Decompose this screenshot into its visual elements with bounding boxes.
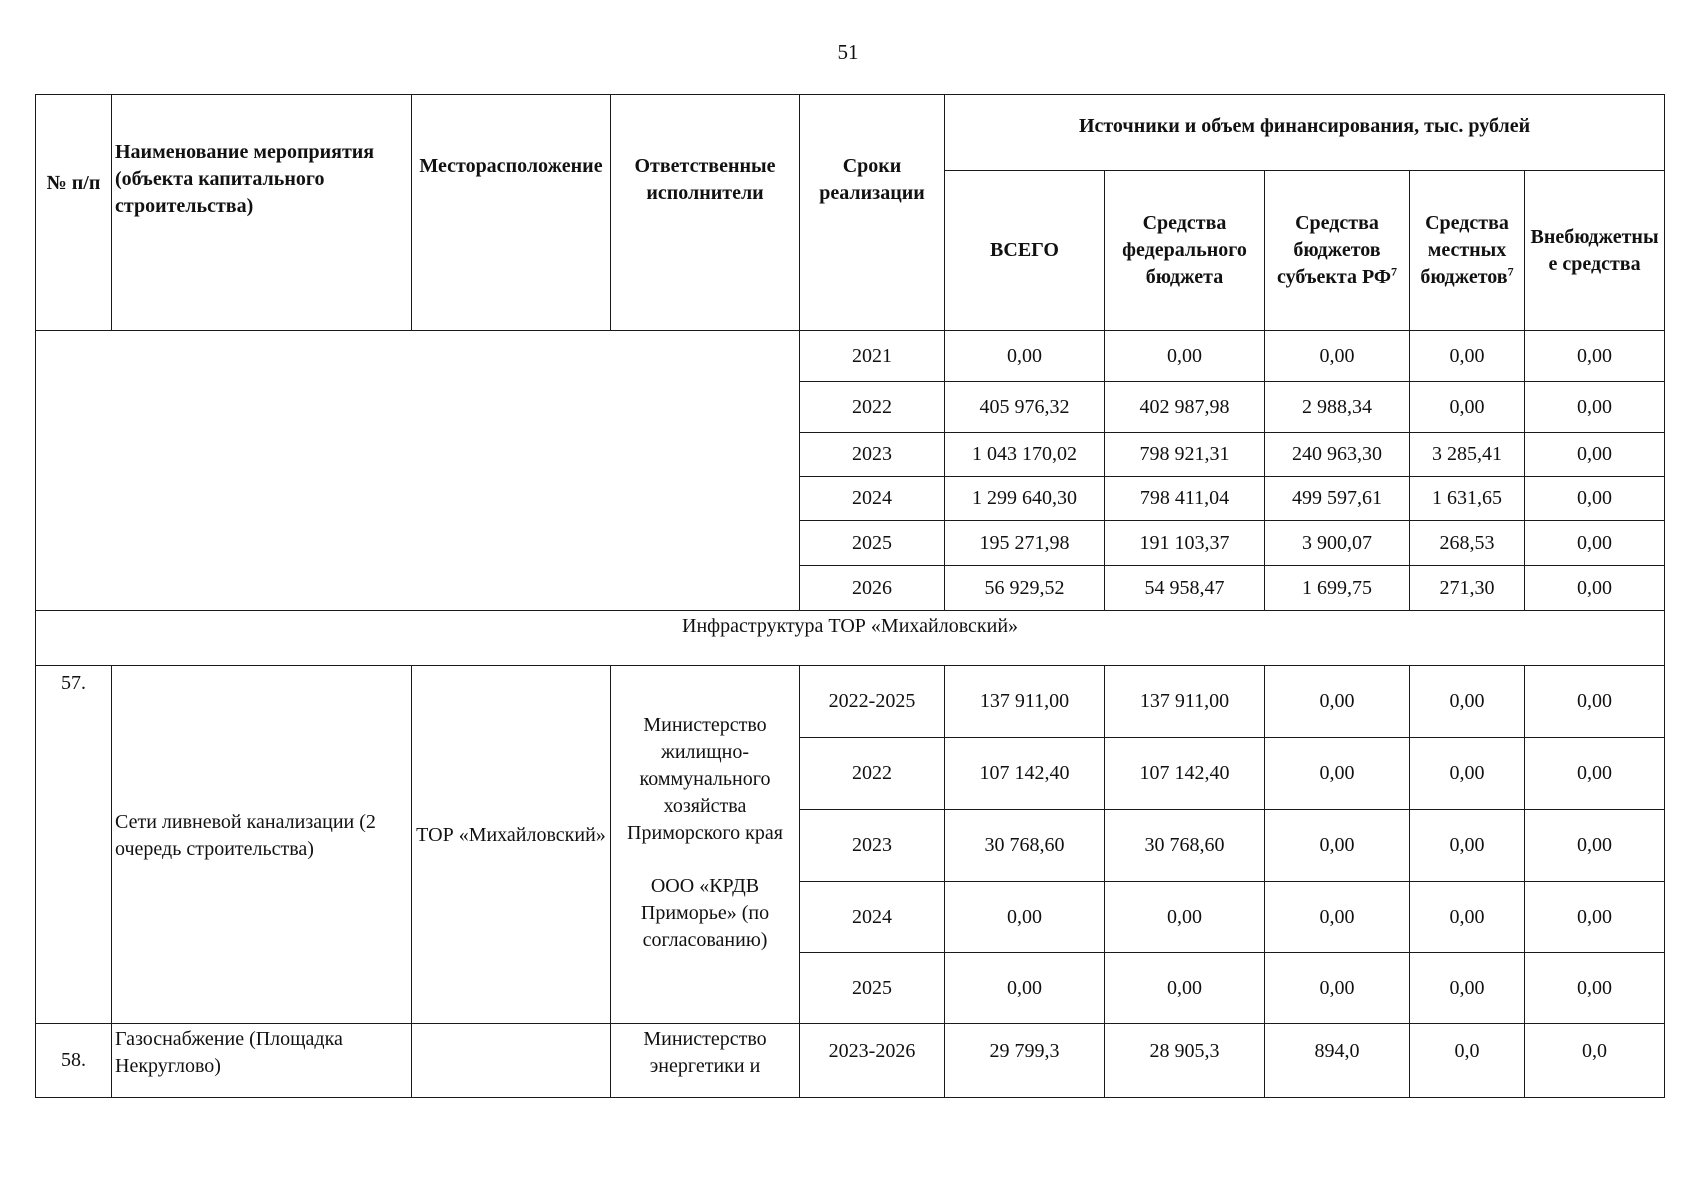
header-federal: Средства федерального бюджета [1105,171,1265,331]
item57-total: 107 142,40 [945,738,1105,810]
section-title: Инфраструктура ТОР «Михайловский» [36,611,1665,666]
summary-total: 195 271,98 [945,521,1105,566]
item58-responsible: Министерство энергетики и [611,1024,800,1098]
summary-federal: 798 411,04 [1105,477,1265,521]
summary-extra: 0,00 [1525,382,1665,433]
summary-subject: 3 900,07 [1265,521,1410,566]
summary-federal: 0,00 [1105,331,1265,382]
item58-name: Газоснабжение (Площадка Некруглово) [112,1024,412,1098]
item57-federal: 137 911,00 [1105,666,1265,738]
item57-year: 2022-2025 [800,666,945,738]
header-subject: Средства бюджетов субъекта $РФ^7$ [1265,171,1410,331]
item58-federal: 28 905,3 [1105,1024,1265,1098]
summary-total: 0,00 [945,331,1105,382]
item57-extra: 0,00 [1525,666,1665,738]
item57-federal: 107 142,40 [1105,738,1265,810]
item57-federal: 0,00 [1105,953,1265,1024]
summary-year: 2021 [800,331,945,382]
item57-location: ТОР «Михайловский» [412,666,611,1024]
summary-extra: 0,00 [1525,521,1665,566]
item57-local: 0,00 [1410,738,1525,810]
item57-responsible-2: ООО «КРДВ Приморье» (по согласованию) [640,875,770,951]
item58-location [412,1024,611,1098]
financing-table [35,94,1665,1098]
summary-subject: 1 699,75 [1265,566,1410,611]
item57-total: 0,00 [945,953,1105,1024]
summary-total: 405 976,32 [945,382,1105,433]
item57-subject: 0,00 [1265,738,1410,810]
item57-subject: 0,00 [1265,666,1410,738]
item57-responsible [611,666,800,1024]
page-number: 51 [837,40,859,64]
summary-local: 1 631,65 [1410,477,1525,521]
summary-year: 2022 [800,382,945,433]
summary-total: 1 043 170,02 [945,433,1105,477]
item57-subject: 0,00 [1265,810,1410,882]
item57-total: 137 911,00 [945,666,1105,738]
item58-subject: 894,0 [1265,1024,1410,1098]
item58-local: 0,0 [1410,1024,1525,1098]
header-extra: Внебюджетные средства [1525,171,1665,331]
summary-year: 2025 [800,521,945,566]
summary-federal: 54 958,47 [1105,566,1265,611]
summary-year: 2026 [800,566,945,611]
responsible-spacer [614,847,796,873]
item57-subject: 0,00 [1265,953,1410,1024]
item57-responsible-1: Министерство жилищно-коммунального хозяйства Приморского края [627,714,783,844]
item58-num: 58. [36,1024,112,1098]
header-num: № п/п [36,95,112,331]
header-period: Сроки реализации [800,95,945,331]
item57-extra: 0,00 [1525,953,1665,1024]
item57-name: Сети ливневой канализации (2 очередь строительства) [112,666,412,1024]
summary-federal: 402 987,98 [1105,382,1265,433]
item57-extra: 0,00 [1525,738,1665,810]
item57-federal: 30 768,60 [1105,810,1265,882]
item57-local: 0,00 [1410,882,1525,953]
item57-local: 0,00 [1410,666,1525,738]
item57-subject: 0,00 [1265,882,1410,953]
section-row [36,611,1665,666]
summary-total: 1 299 640,30 [945,477,1105,521]
item57-extra: 0,00 [1525,810,1665,882]
summary-federal: 191 103,37 [1105,521,1265,566]
summary-year: 2023 [800,433,945,477]
summary-local: 0,00 [1410,382,1525,433]
header-name: Наименование мероприятия (объекта капитального строительства) [112,95,412,331]
header-sources-group: Источники и объем финансирования, тыс. рублей [945,95,1665,171]
summary-extra: 0,00 [1525,433,1665,477]
summary-subject: 240 963,30 [1265,433,1410,477]
header-local: Средства местных бюджетов$^7$ [1410,171,1525,331]
summary-local: 3 285,41 [1410,433,1525,477]
summary-row [36,331,1665,382]
item57-total: 30 768,60 [945,810,1105,882]
item57-federal: 0,00 [1105,882,1265,953]
summary-year: 2024 [800,477,945,521]
item57-local: 0,00 [1410,953,1525,1024]
item58-extra: 0,0 [1525,1024,1665,1098]
summary-subject: 499 597,61 [1265,477,1410,521]
item57-row [36,666,1665,738]
summary-federal: 798 921,31 [1105,433,1265,477]
header-location: Месторасположение [412,95,611,331]
header-row-1 [36,95,1665,171]
summary-local: 271,30 [1410,566,1525,611]
item58-year: 2023-2026 [800,1024,945,1098]
summary-extra: 0,00 [1525,477,1665,521]
summary-extra: 0,00 [1525,566,1665,611]
item58-row [36,1024,1665,1098]
item57-year: 2024 [800,882,945,953]
summary-extra: 0,00 [1525,331,1665,382]
item57-total: 0,00 [945,882,1105,953]
item57-extra: 0,00 [1525,882,1665,953]
item57-year: 2025 [800,953,945,1024]
summary-subject: 0,00 [1265,331,1410,382]
item57-year: 2023 [800,810,945,882]
summary-subject: 2 988,34 [1265,382,1410,433]
summary-blank-cell [36,331,800,611]
header-total: ВСЕГО [945,171,1105,331]
header-responsible: Ответственные исполнители [611,95,800,331]
summary-local: 0,00 [1410,331,1525,382]
item57-num: 57. [36,666,112,1024]
item57-local: 0,00 [1410,810,1525,882]
item57-year: 2022 [800,738,945,810]
summary-total: 56 929,52 [945,566,1105,611]
summary-local: 268,53 [1410,521,1525,566]
item58-total: 29 799,3 [945,1024,1105,1098]
